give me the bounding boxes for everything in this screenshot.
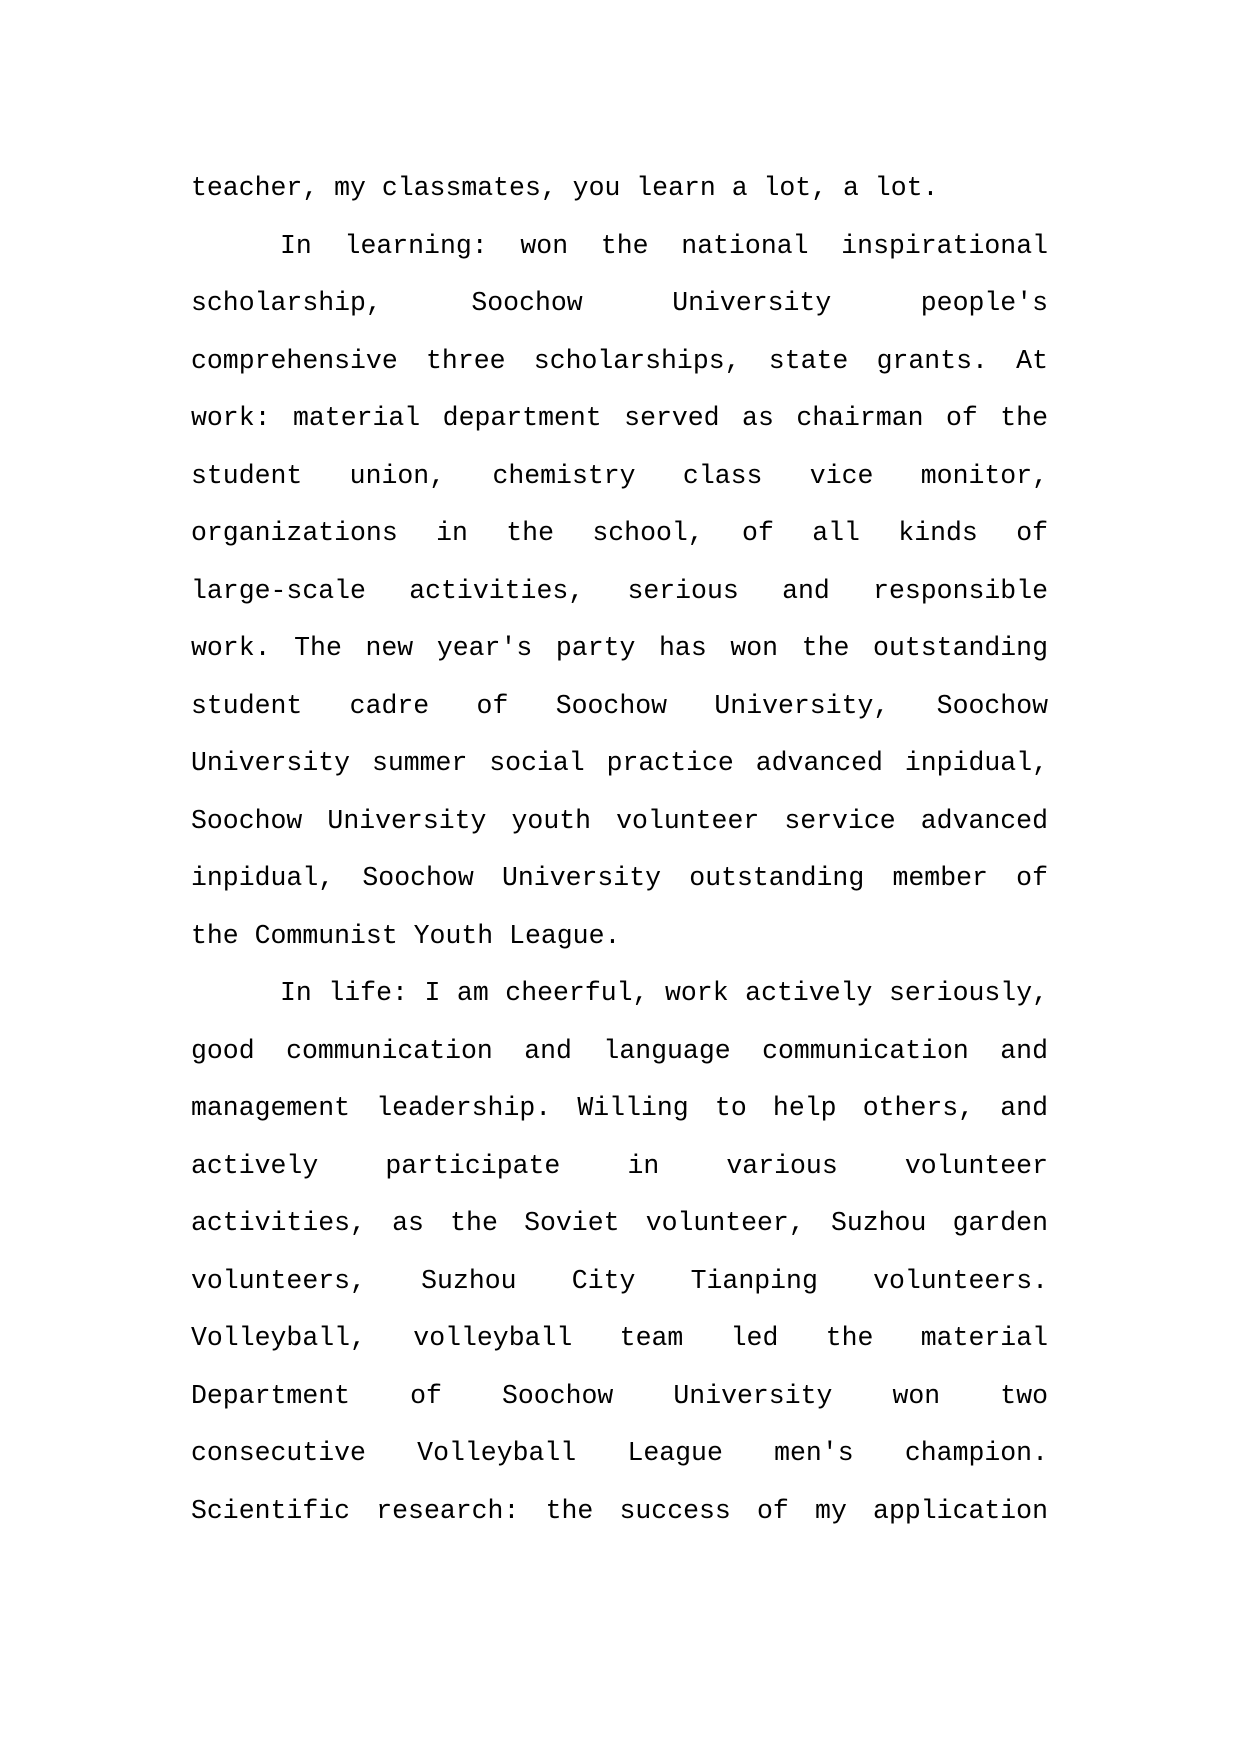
text-line: Soochow University youth volunteer service advanced [191,805,1048,836]
text-line: work. The new year's party has won the outstanding [191,633,1048,663]
text-line: volunteers, Suzhou City Tianping volunteers. [191,1265,1048,1296]
text-line: Scientific research: the success of my application [191,1495,1048,1526]
text-line: scholarship, Soochow University people's [191,288,1048,318]
text-line: consecutive Volleyball League men's champion. [191,1438,1048,1468]
text-line: activities, as the Soviet volunteer, Suzhou garden [191,1208,1048,1238]
text-line: student union, chemistry class vice monitor, [191,460,1048,491]
text-line: Volleyball, volleyball team led the material [191,1323,1048,1353]
text-line: In learning: won the national inspirational [280,230,1048,261]
text-line: inpidual, Soochow University outstanding member of [191,863,1048,893]
text-line: Department of Soochow University won two [191,1380,1048,1411]
text-line: large-scale activities, serious and responsible [191,575,1048,606]
text-line: the Communist Youth League. [191,920,621,951]
text-line: actively participate in various volunteer [191,1150,1048,1181]
document-body [191,160,1048,1540]
text-line: University summer social practice advanced inpidual, [191,748,1048,778]
text-line: student cadre of Soochow University, Soochow [191,690,1048,721]
text-line: comprehensive three scholarships, state grants. At [191,345,1048,376]
text-line: organizations in the school, of all kinds of [191,518,1048,548]
text-line: work: material department served as chairman of the [191,403,1048,433]
text-line: good communication and language communication and [191,1035,1048,1066]
text-line: teacher, my classmates, you learn a lot, a lot. [191,173,939,203]
text-line: In life: I am cheerful, work actively seriously, [280,978,1048,1008]
text-line: management leadership. Willing to help others, and [191,1093,1048,1123]
